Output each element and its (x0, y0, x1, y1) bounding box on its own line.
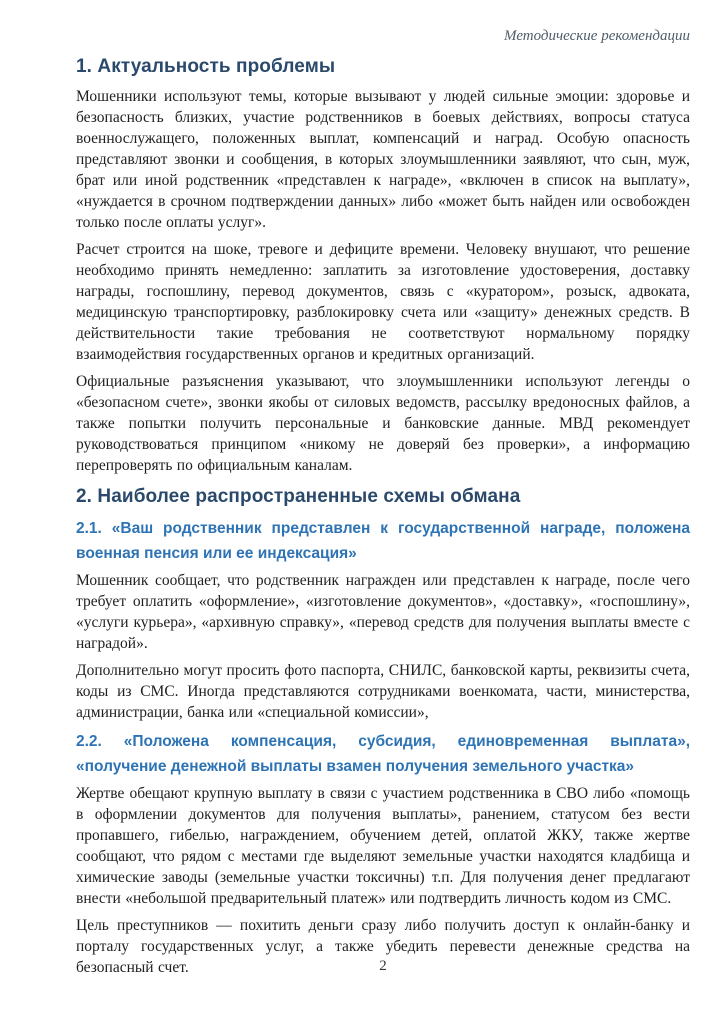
section-1-paragraph-3: Официальные разъяснения указывают, что злоумышленники используют легенды о «безопасном счете», звонки якобы от силовых ведомств, рассылку вредоносных файлов, а также попытки получить персональные и банковские данные. МВД рекомендует руководствоваться принципом «никому не доверяй без проверки», а информацию перепроверять по официальным каналам. (76, 373, 690, 474)
running-header: Методические рекомендации (504, 28, 690, 44)
section-1-title: 1. Актуальность проблемы (76, 56, 336, 77)
page-number: 2 (379, 958, 387, 974)
subsection-2-1-title: 2.1. «Ваш родственник представлен к государственной награде, положена военная пенсия или ее индексация» (76, 520, 690, 562)
section-1-paragraph-2: Расчет строится на шоке, тревоге и дефиците времени. Человеку внушают, что решение необходимо принять немедленно: заплатить за изготовление удостоверения, доставку награды, госпошлину, перевод документов, связь с «куратором», розыск, адвоката, медицинскую транспортировку, разблокировку счета или «защиту» денежных средств. В действительности такие требования не соответствуют нормальному порядку взаимодействия государственных органов и кредитных организаций. (76, 241, 690, 363)
section-1-paragraph-1: Мошенники используют темы, которые вызывают у людей сильные эмоции: здоровье и безопасность близких, участие родственников в боевых действиях, вопросы статуса военнослужащего, положенных выплат, компенсаций и наград. Особую опасность представляют звонки и сообщения, в которых злоумышленники заявляют, что сын, муж, брат или иной родственник «представлен к награде», «включен в список на выплату», «нуждается в срочном подтверждении данных» либо «может быть найден или освобожден только после оплаты услуг». (76, 88, 690, 231)
subsection-2-2-title: 2.2. «Положена компенсация, субсидия, единовременная выплата», «получение денежной выплаты взамен получения земельного участка» (76, 733, 690, 775)
section-2-title: 2. Наиболее распространенные схемы обмана (76, 486, 521, 507)
subsection-2-1-paragraph-2: Дополнительно могут просить фото паспорта, СНИЛС, банковской карты, реквизиты счета, коды из СМС. Иногда представляются сотрудниками военкомата, части, министерства, администрации, банка или «специальной комиссии», (76, 662, 690, 721)
subsection-2-1-paragraph-1: Мошенник сообщает, что родственник награжден или представлен к награде, после чего требует оплатить «оформление», «изготовление документов», «доставку», «госпошлину», «услуги курьера», «архивную справку», «перевод средств для получения выплаты вместе с наградой». (76, 572, 690, 652)
subsection-2-2-paragraph-2: Цель преступников — похитить деньги сразу либо получить доступ к онлайн-банку и порталу государственных услуг, а также убедить перевести денежные средства на безопасный счет. (76, 917, 690, 976)
subsection-2-2-paragraph-1: Жертве обещают крупную выплату в связи с участием родственника в СВО либо «помощь в оформлении документов для получения выплаты», ранением, статусом без вести пропавшего, гибелью, награждением, обучением детей, оплатой ЖКУ, также жертве сообщают, что рядом с местами где выделяют земельные участки находятся кладбища и химические заводы (земельные участки токсичны) т.п. Для получения денег предлагают внести «небольшой предварительный платеж» или подтвердить личность кодом из СМС. (76, 785, 690, 907)
